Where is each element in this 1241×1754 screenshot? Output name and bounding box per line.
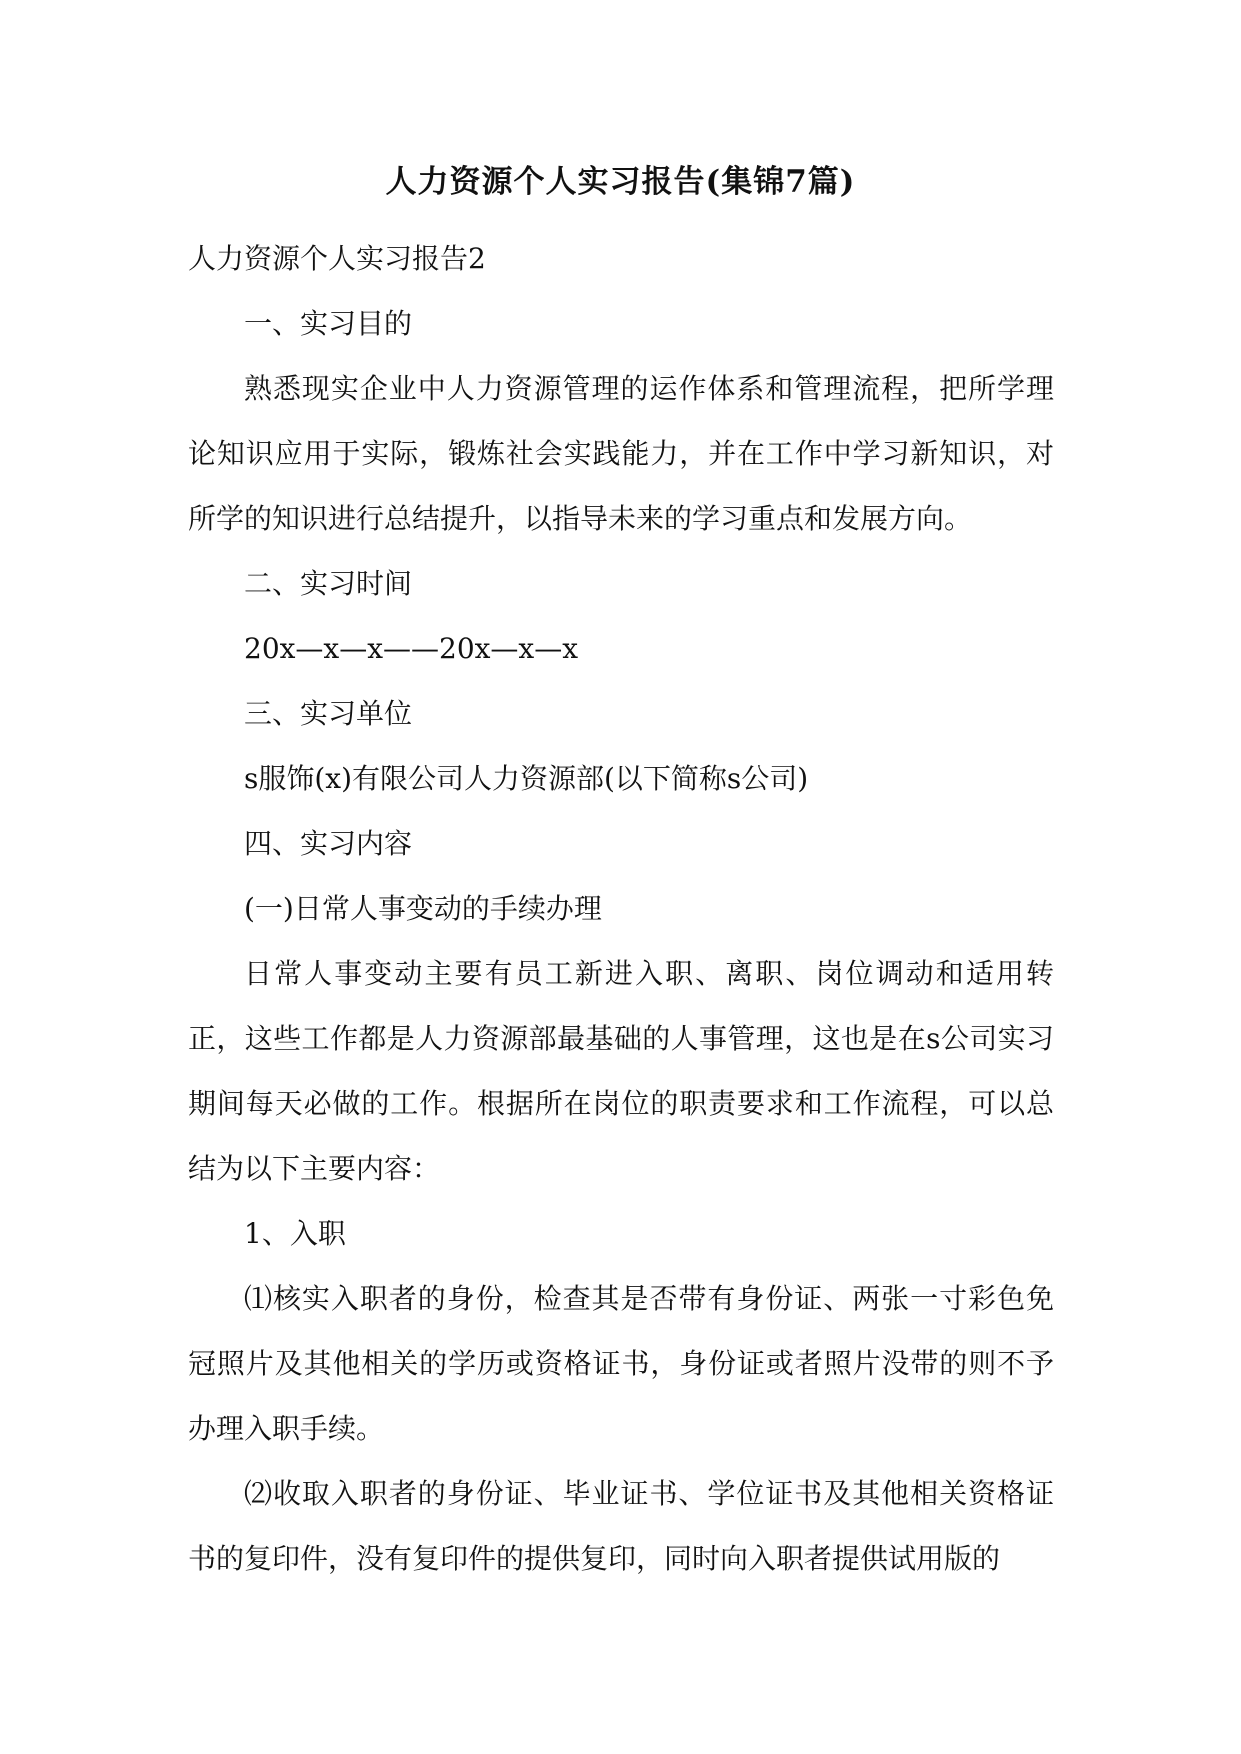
paragraph-purpose: 熟悉现实企业中人力资源管理的运作体系和管理流程，把所学理论知识应用于实际，锻炼社会实践能力，并在工作中学习新知识，对所学的知识进行总结提升，以指导未来的学习重点和发展方向。	[188, 372, 1054, 535]
paragraph-onboarding-step-2: ⑵收取入职者的身份证、毕业证书、学位证书及其他相关资格证书的复印件，没有复印件的提供复印，同时向入职者提供试用版的	[188, 1477, 1054, 1575]
paragraph-unit: s服饰(x)有限公司人力资源部(以下简称s公司)	[244, 762, 809, 795]
document-title: 人力资源个人实习报告(集锦7篇)	[385, 164, 856, 200]
subsection-heading-routine: (一)日常人事变动的手续办理	[244, 892, 602, 925]
section-heading-content: 四、实习内容	[244, 827, 413, 860]
section-heading-time: 二、实习时间	[244, 567, 413, 600]
section-heading-purpose: 一、实习目的	[244, 307, 413, 340]
report-subtitle: 人力资源个人实习报告2	[188, 242, 486, 275]
section-heading-unit: 三、实习单位	[244, 697, 413, 730]
paragraph-onboarding-step-1: ⑴核实入职者的身份，检查其是否带有身份证、两张一寸彩色免冠照片及其他相关的学历或资格证书，身份证或者照片没带的则不予办理入职手续。	[188, 1282, 1054, 1445]
item-heading-onboarding: 1、入职	[244, 1217, 346, 1250]
paragraph-routine: 日常人事变动主要有员工新进入职、离职、岗位调动和适用转正，这些工作都是人力资源部最基础的人事管理，这也是在s公司实习期间每天必做的工作。根据所在岗位的职责要求和工作流程，可以总结为以下主要内容：	[188, 957, 1054, 1185]
document-body	[188, 226, 1054, 1591]
paragraph-time: 20x—x—x——20x—x—x	[244, 632, 579, 665]
